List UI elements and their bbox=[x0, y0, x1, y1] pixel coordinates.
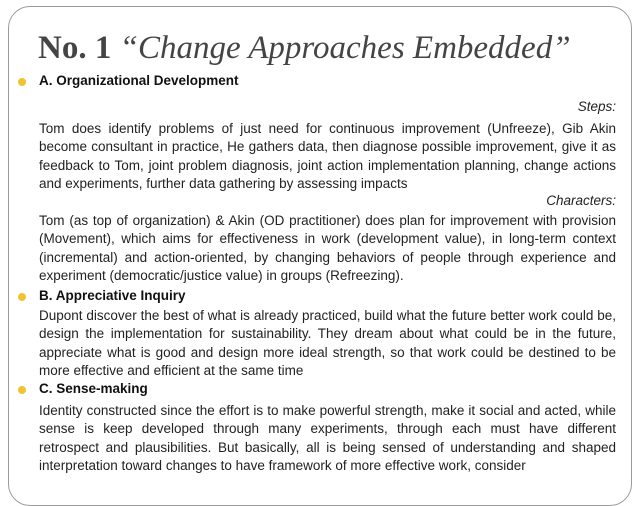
steps-label: Steps: bbox=[577, 99, 616, 114]
bullet-icon bbox=[18, 386, 26, 394]
steps-paragraph: Tom does identify problems of just need for continuous improvement (Unfreeze), Gib Akin become consultant in practice, He gathers data, then diagnose possible improvement, give it as feedback to Tom, joint problem diagnosis, joint action implementation planning, change actions and experiments, further data gathering by assessing impacts bbox=[39, 121, 616, 191]
section-heading-b: B. Appreciative Inquiry bbox=[39, 288, 186, 303]
section-heading-a: A. Organizational Development bbox=[39, 73, 239, 88]
bullet-icon bbox=[18, 293, 26, 301]
sense-making-paragraph: Identity constructed since the effort is to make powerful strength, make it social and acted, while sense is keep developed through many experiments, through each must have different retrospect and plausibilities. But basically, all is being sensed of understanding and shaped interpretation toward changes to have framework of more effective work, consider bbox=[39, 403, 616, 473]
characters-paragraph: Tom (as top of organization) & Akin (OD practitioner) does plan for improvement with provision (Movement), which aims for effectiveness in work (development value), in long-term context (incremental) and action-oriented, by changing behaviors of people through experience and experiment (democratic/justice value) in groups (Refreezing). bbox=[39, 213, 616, 283]
bullet-icon bbox=[18, 78, 26, 86]
section-heading-c: C. Sense-making bbox=[39, 381, 148, 396]
characters-label: Characters: bbox=[546, 193, 616, 208]
title-number: No. 1 bbox=[38, 30, 112, 66]
appreciative-inquiry-paragraph: Dupont discover the best of what is already practiced, build what the future better work could be, design the implementation for sustainability. They dream about what could be in the future, appreciate what is good and design more ideal strength, so that work could be destined to be more effective and efficient at the same time bbox=[39, 308, 616, 378]
slide-title bbox=[38, 30, 571, 67]
title-text: “Change Approaches Embedded” bbox=[119, 30, 571, 66]
